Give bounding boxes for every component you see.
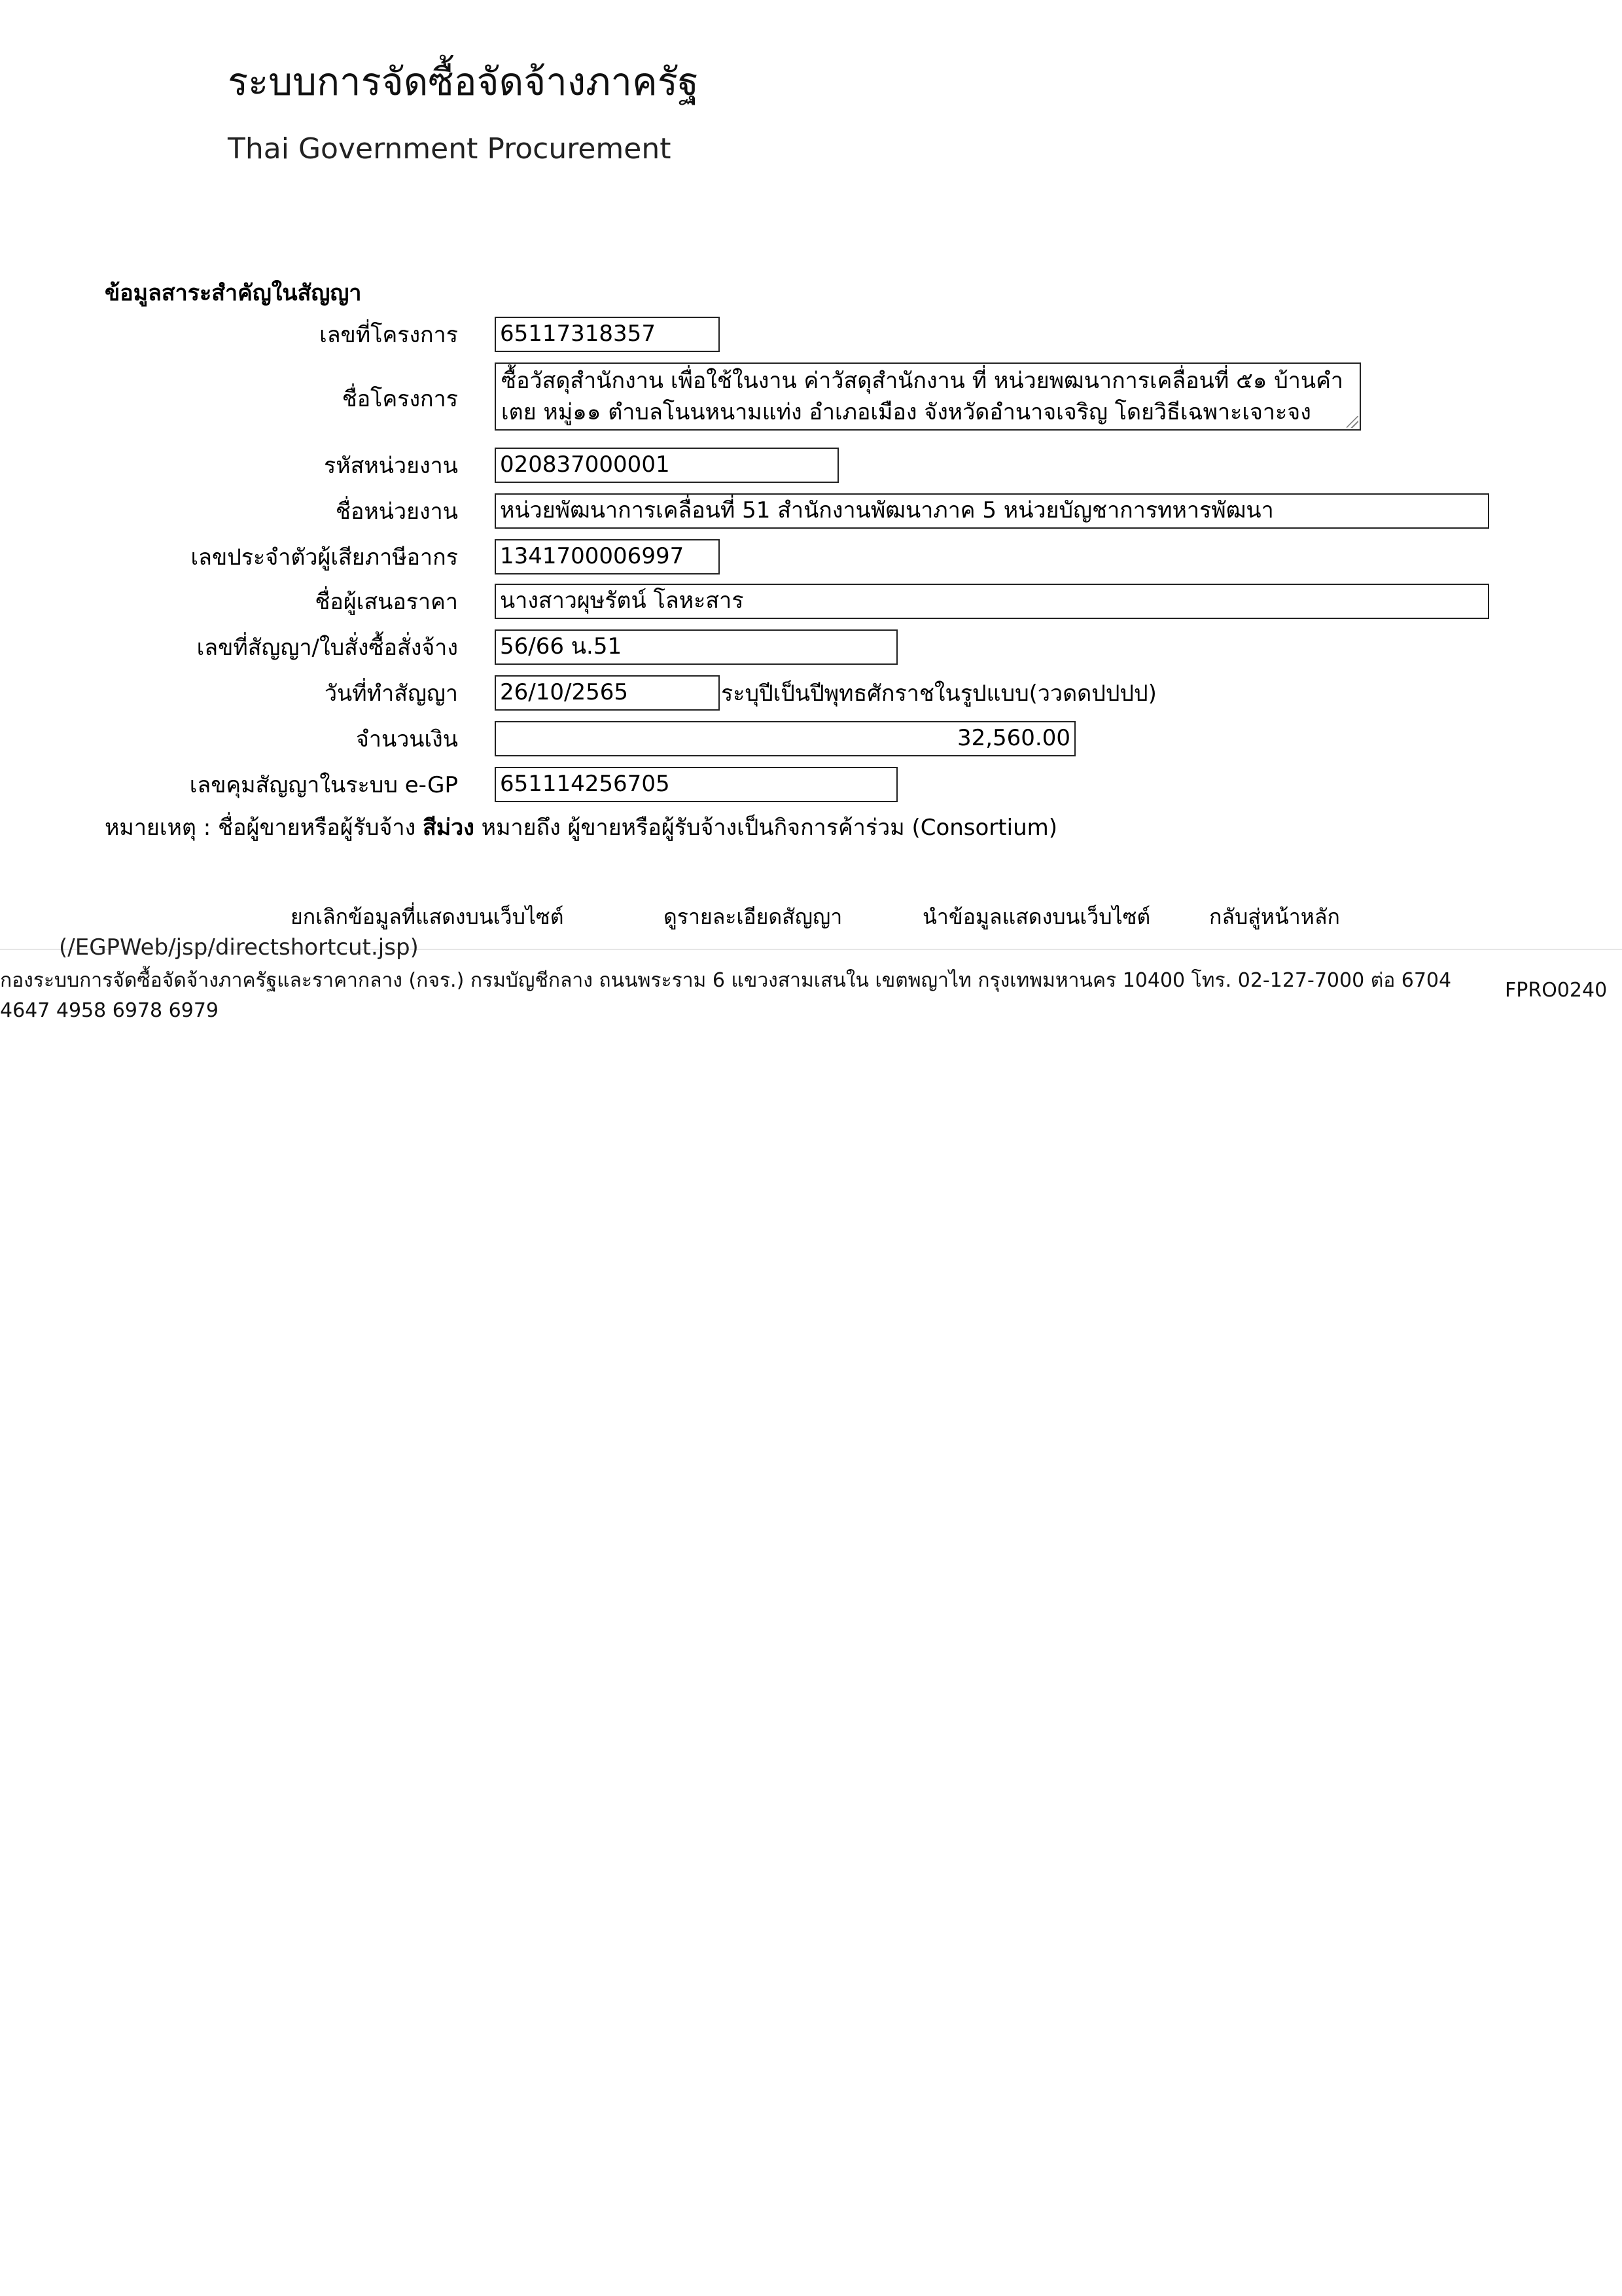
site-title: ระบบการจัดซื้อจัดจ้างภาครัฐ xyxy=(228,60,699,104)
bidder-name-field[interactable]: นางสาวผุษรัตน์ โลหะสาร xyxy=(495,584,1489,619)
agency-name-field[interactable]: หน่วยพัฒนาการเคลื่อนที่ 51 สำนักงานพัฒนาภาค 5 หน่วยบัญชาการทหารพัฒนา xyxy=(495,493,1489,529)
note-highlight: สีม่วง xyxy=(422,815,474,841)
project-name-label: ชื่อโครงการ xyxy=(342,386,458,412)
contract-no-label: เลขที่สัญญา/ใบสั่งซื้อสั่งจ้าง xyxy=(196,635,458,661)
site-subtitle: Thai Government Procurement xyxy=(228,132,671,166)
agency-code-label: รหัสหน่วยงาน xyxy=(323,453,458,479)
contract-date-hint: ระบุปีเป็นปีพุทธศักราชในรูปแบบ(ววดดปปปป) xyxy=(721,680,1157,707)
tax-id-field[interactable]: 1341700006997 xyxy=(495,539,720,574)
section-heading: ข้อมูลสาระสำคัญในสัญญา xyxy=(105,280,362,306)
form-code: FPRO0240 xyxy=(1505,979,1608,1002)
contract-date-label: วันที่ทำสัญญา xyxy=(324,680,458,707)
home-link[interactable]: กลับสู่หน้าหลัก xyxy=(1209,904,1340,929)
bidder-name-label: ชื่อผู้เสนอราคา xyxy=(315,589,458,615)
egp-control-no-field[interactable]: 651114256705 xyxy=(495,767,898,802)
cancel-display-link[interactable]: ยกเลิกข้อมูลที่แสดงบนเว็บไซต์ xyxy=(291,904,564,929)
contract-no-field[interactable]: 56/66 น.51 xyxy=(495,629,898,665)
contract-date-field[interactable]: 26/10/2565 xyxy=(495,675,720,711)
project-name-textarea[interactable] xyxy=(495,362,1361,431)
tax-id-label: เลขประจำตัวผู้เสียภาษีอากร xyxy=(190,544,458,571)
project-no-field[interactable]: 65117318357 xyxy=(495,317,720,352)
link-path: (/EGPWeb/jsp/directshortcut.jsp) xyxy=(59,934,419,961)
project-no-label: เลขที่โครงการ xyxy=(319,322,458,348)
consortium-note xyxy=(105,811,1057,844)
amount-field[interactable]: 32,560.00 xyxy=(495,721,1076,756)
view-details-link[interactable]: ดูรายละเอียดสัญญา xyxy=(663,904,843,929)
publish-link[interactable]: นำข้อมูลแสดงบนเว็บไซต์ xyxy=(923,904,1151,929)
egp-control-no-label: เลขคุมสัญญาในระบบ e-GP xyxy=(189,772,458,798)
note-suffix: หมายถึง ผู้ขายหรือผู้รับจ้างเป็นกิจการค้าร่วม (Consortium) xyxy=(474,815,1057,841)
agency-name-label: ชื่อหน่วยงาน xyxy=(335,499,458,525)
agency-code-field[interactable]: 020837000001 xyxy=(495,448,839,483)
footer-address: กองระบบการจัดซื้อจัดจ้างภาครัฐและราคากลาง (กจร.) กรมบัญชีกลาง ถนนพระราม 6 แขวงสามเสนใน เขตพญาไท กรุงเทพมหานคร 10400 โทร. 02-127-7000 ต่อ 6704 4647 4958 6978 6979 xyxy=(0,969,1452,1022)
project-name-text: ซื้อวัสดุสำนักงาน เพื่อใช้ในงาน ค่าวัสดุสำนักงาน ที่ หน่วยพฒนาการเคลื่อนที่ ๕๑ บ้านคำเตย หมู่๑๑ ตำบลโนนหนามแท่ง อำเภอเมือง จังหวัดอำนาจเจริญ โดยวิธีเฉพาะเจาะจง xyxy=(501,368,1343,425)
resize-grip-icon[interactable] xyxy=(1347,416,1358,428)
note-prefix: หมายเหตุ : ชื่อผู้ขายหรือผู้รับจ้าง xyxy=(105,815,423,841)
amount-label: จำนวนเงิน xyxy=(355,726,458,752)
